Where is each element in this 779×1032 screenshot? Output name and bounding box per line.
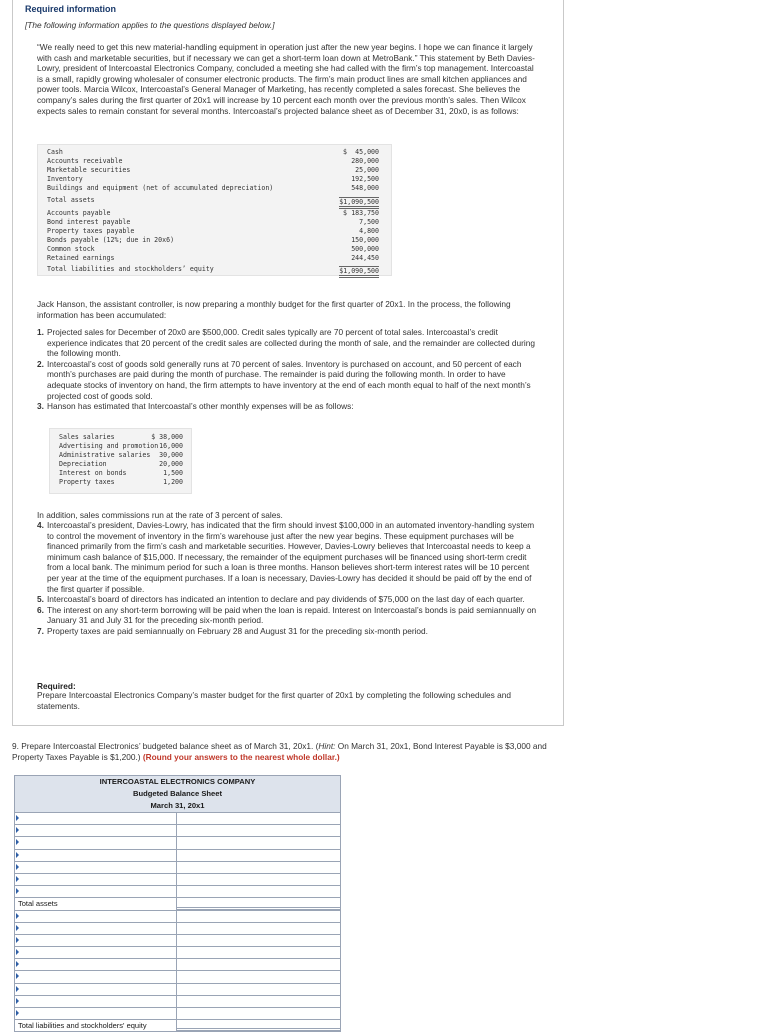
required-label: Required: (37, 681, 76, 691)
row-marker-icon (16, 973, 19, 979)
required-info-subtitle: [The following information applies to the questions displayed below.] (25, 20, 275, 30)
table-row (14, 935, 341, 947)
projected-balance-sheet (37, 144, 392, 276)
row-marker-icon (16, 1010, 19, 1016)
list-item: 1. Projected sales for December of 20x0 are $500,000. Credit sales typically are 70 percent of total sales. Intercoastal’s credit experience indicates that 20 percent of the credit sales are collected during the month of sale, and the remainder are collected during the following month. (37, 327, 535, 359)
required-info-title: Required information (25, 4, 117, 14)
row-marker-icon (16, 998, 19, 1004)
table-row (14, 984, 341, 996)
bs-row-property-taxes: Property taxes payable 4,800 (47, 227, 379, 235)
table-header (14, 775, 341, 813)
amount-input[interactable] (177, 850, 340, 861)
amount-input[interactable] (177, 1008, 340, 1019)
total-liabilities-label: Total liabilities and stockholders' equity (18, 1021, 147, 1031)
total-liabilities-input[interactable] (177, 1022, 340, 1030)
row-marker-icon (16, 925, 19, 931)
bs-row-securities: Marketable securities 25,000 (47, 166, 379, 174)
row-marker-icon (16, 815, 19, 821)
amount-input[interactable] (177, 911, 340, 922)
question-9: 9. Prepare Intercoastal Electronics’ budgeted balance sheet as of March 31, 20x1. (Hint: On March 31, 20x1, Bond Interest Payable is $3,000 and Property Taxes Payable is $1,200.) (Round your answers to the nearest whole dollar.) (12, 741, 547, 762)
para-hanson: Jack Hanson, the assistant controller, is now preparing a monthly budget for the first quarter of 20x1. In the process, the following information has been accumulated: (37, 299, 511, 320)
amount-input[interactable] (177, 886, 340, 897)
list-item: 4. Intercoastal’s president, Davies-Lowry, has indicated that the firm should invest $100,000 in an automated inventory-handling system to control the movement of inventory in the firm’s warehouse just after the new year begins. These equipment purchases will be financed primarily from the firm’s cash and marketable securities. However, Davies-Lowry believes that Intercoastal needs to keep a minimum cash balance of $15,000. If necessary, the remainder of the equipment purchases will be financed using short-term credit from a local bank. The minimum period for such a loan is three months. Hanson believes short-term interest rates will be 10 percent per year at the time of the equipment purchases. If a loan is necessary, Davies-Lowry has decided it should be paid off by the end of the first quarter if possible. (37, 520, 535, 594)
table-row (14, 923, 341, 935)
label-input[interactable] (15, 971, 176, 982)
list-item: 3. Hanson has estimated that Intercoastal’s other monthly expenses will be as follows: (37, 401, 354, 412)
table-row (14, 825, 341, 837)
bs-row-bonds: Bonds payable (12%; due in 20x6) 150,000 (47, 236, 379, 244)
commission-note: In addition, sales commissions run at the rate of 3 percent of sales. (37, 510, 283, 520)
company-name: INTERCOASTAL ELECTRONICS COMPANY (99, 777, 256, 786)
amount-input[interactable] (177, 813, 340, 824)
table-row (14, 862, 341, 874)
table-row (14, 837, 341, 849)
total-assets-label: Total assets (18, 899, 58, 909)
expense-row: Advertising and promotion 16,000 (59, 442, 183, 450)
statement-title: Budgeted Balance Sheet (132, 789, 223, 798)
row-marker-icon (16, 864, 19, 870)
list-item: 7. Property taxes are paid semiannually on February 28 and August 31 for the preceding six-month period. (37, 626, 428, 637)
row-marker-icon (16, 827, 19, 833)
monthly-expenses-table (49, 428, 192, 494)
label-input[interactable] (15, 886, 176, 897)
required-text: Prepare Intercoastal Electronics Company’s master budget for the first quarter of 20x1 by completing the following schedules and statements. (37, 690, 511, 711)
table-row (14, 1008, 341, 1020)
label-input[interactable] (15, 862, 176, 873)
bs-row-cash: Cash $ 45,000 (47, 148, 379, 156)
row-marker-icon (16, 986, 19, 992)
amount-input[interactable] (177, 996, 340, 1007)
table-row (14, 813, 341, 825)
info-list-a (37, 327, 539, 412)
table-row (14, 971, 341, 983)
bs-row-retained: Retained earnings 244,450 (47, 254, 379, 262)
table-row (14, 874, 341, 886)
amount-input[interactable] (177, 935, 340, 946)
label-input[interactable] (15, 911, 176, 922)
intro-paragraph: “We really need to get this new material-handling equipment in operation just after the new year begins. I hope we can finance it largely with cash and marketable securities, but if necessary we can get a short-term loan down at MetroBank.” This statement by Beth Davies-Lowry, president of Intercoastal Electronics Company, concluded a meeting she had called with the firm’s top management. Intercoastal is a small, rapidly growing wholesaler of consumer electronic products. The firm’s main product lines are small kitchen appliances and power tools. Marcia Wilcox, Intercoastal’s General Manager of Marketing, has recently completed a sales forecast. She believes the company’s sales during the first quarter of 20x1 will increase by 10 percent each month over the previous month’s sales. Then Wilcox expects sales to remain constant for several months. Intercoastal’s projected balance sheet as of December 31, 20x0, is as follows: (37, 42, 535, 116)
bs-row-total-liab: Total liabilities and stockholders’ equity $1,090,500 (47, 266, 387, 275)
label-input[interactable] (15, 813, 176, 824)
label-input[interactable] (15, 1008, 176, 1019)
row-marker-icon (16, 876, 19, 882)
bs-row-ar: Accounts receivable 280,000 (47, 157, 379, 165)
label-input[interactable] (15, 825, 176, 836)
label-input[interactable] (15, 984, 176, 995)
total-liabilities-row (14, 1020, 341, 1032)
amount-input[interactable] (177, 825, 340, 836)
bs-row-ap: Accounts payable $ 183,750 (47, 209, 379, 217)
amount-input[interactable] (177, 837, 340, 848)
total-assets-row (14, 898, 341, 910)
table-row (14, 959, 341, 971)
expense-row: Property taxes 1,200 (59, 478, 183, 486)
row-marker-icon (16, 913, 19, 919)
label-input[interactable] (15, 850, 176, 861)
list-item: 6. The interest on any short-term borrowing will be paid when the loan is repaid. Interest on Intercoastal’s bonds is paid semiannually on January 31 and July 31 for the preceding six-month period. (37, 604, 537, 626)
bs-row-bond-interest: Bond interest payable 7,500 (47, 218, 379, 226)
label-input[interactable] (15, 996, 176, 1007)
row-marker-icon (16, 852, 19, 858)
label-input[interactable] (15, 947, 176, 958)
label-input[interactable] (15, 874, 176, 885)
table-row (14, 886, 341, 898)
amount-input[interactable] (177, 874, 340, 885)
table-row (14, 996, 341, 1008)
row-marker-icon (16, 937, 19, 943)
bs-row-inventory: Inventory 192,500 (47, 175, 379, 183)
list-item: 5. Intercoastal’s board of directors has indicated an intention to declare and pay dividends of $75,000 on the last day of each quarter. (37, 594, 525, 605)
amount-input[interactable] (177, 947, 340, 958)
bs-row-total-assets: Total assets $1,090,500 (47, 197, 387, 206)
table-row (14, 911, 341, 923)
bs-row-buildings: Buildings and equipment (net of accumulated depreciation) 548,000 (47, 184, 379, 192)
amount-input[interactable] (177, 971, 340, 982)
bs-row-common-stock: Common stock 500,000 (47, 245, 379, 253)
label-input[interactable] (15, 923, 176, 934)
statement-date: March 31, 20x1 (150, 801, 205, 810)
row-marker-icon (16, 949, 19, 955)
label-input[interactable] (15, 959, 176, 970)
amount-input[interactable] (177, 984, 340, 995)
table-row (14, 947, 341, 959)
table-row (14, 850, 341, 862)
label-input[interactable] (15, 935, 176, 946)
row-marker-icon (16, 839, 19, 845)
expense-row: Depreciation 20,000 (59, 460, 183, 468)
label-input[interactable] (15, 837, 176, 848)
budgeted-balance-sheet-table (14, 775, 341, 1032)
list-item: 2. Intercoastal’s cost of goods sold generally runs at 70 percent of sales. Inventory is purchased on account, and 50 percent of each month’s purchases are paid during the month of purchase. The remainder is paid during the following month. In order to have adequate stocks of inventory on hand, the firm attempts to have inventory at the end of each month equal to half of the next month’s projected cost of goods sold. (37, 358, 531, 401)
amount-input[interactable] (177, 862, 340, 873)
row-marker-icon (16, 961, 19, 967)
total-assets-input[interactable] (177, 900, 340, 908)
expense-row: Interest on bonds 1,500 (59, 469, 183, 477)
expense-row: Administrative salaries 30,000 (59, 451, 183, 459)
amount-input[interactable] (177, 923, 340, 934)
row-marker-icon (16, 888, 19, 894)
info-list-b (37, 520, 539, 637)
amount-input[interactable] (177, 959, 340, 970)
expense-row: Sales salaries $ 38,000 (59, 433, 183, 441)
